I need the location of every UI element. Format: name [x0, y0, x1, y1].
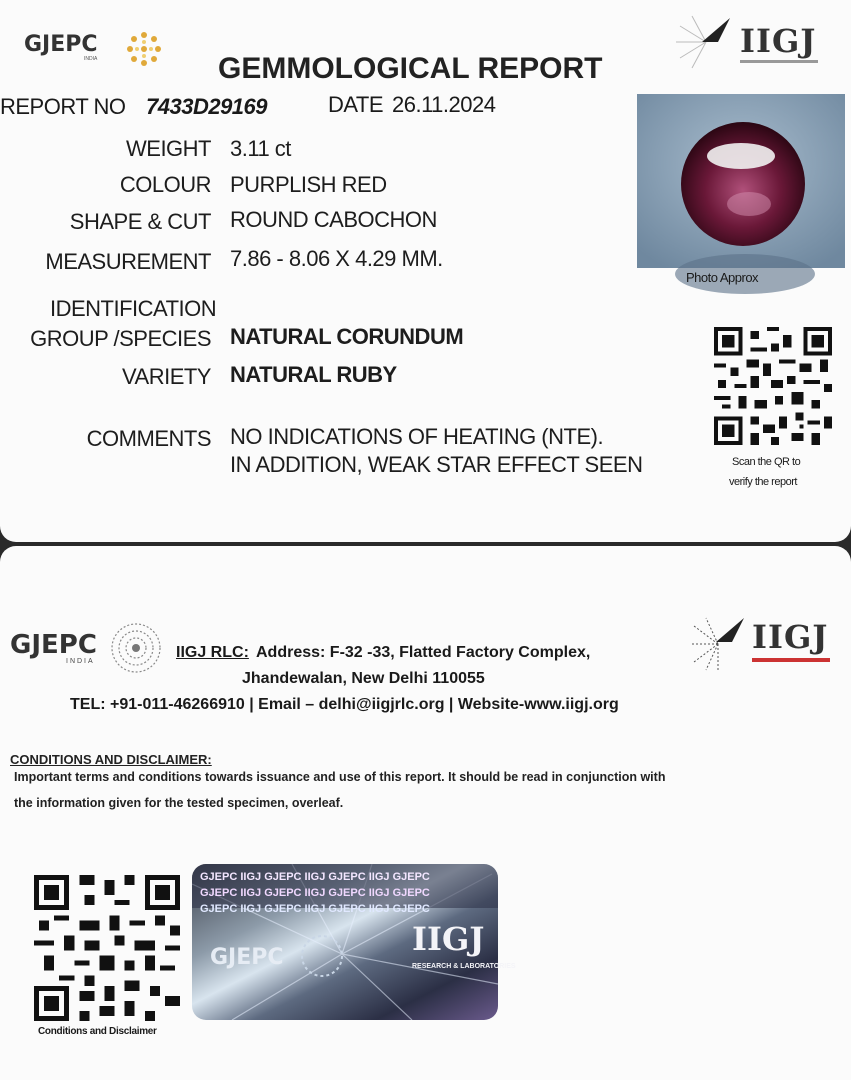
address-label: IIGJ RLC:	[176, 644, 249, 661]
qr-caption-line-2: verify the report	[729, 476, 797, 488]
identification-label: IDENTIFICATION	[50, 296, 217, 321]
conditions-line-1: Important terms and conditions towards issuance and use of this report. It should be read in conjunction with	[14, 770, 666, 784]
colour-value: PURPLISH RED	[230, 172, 387, 197]
hologram-iigj-text: IIGJ	[412, 920, 485, 958]
iigj-logo-back-underline	[752, 658, 830, 662]
measurement-value: 7.86 - 8.06 X 4.29 MM.	[230, 246, 443, 271]
variety-value: NATURAL RUBY	[230, 362, 397, 387]
verify-qr-code[interactable]	[714, 326, 832, 446]
shape-cut-label: SHAPE & CUT	[69, 209, 211, 234]
photo-caption: Photo Approx	[686, 270, 759, 285]
gjepc-logo-back-text: GJEPC	[10, 630, 97, 660]
weight-value: 3.11 ct	[230, 136, 291, 161]
shape-cut-value: ROUND CABOCHON	[230, 207, 437, 232]
address-line-2: Jhandewalan, New Delhi 110055	[242, 670, 485, 687]
report-title: GEMMOLOGICAL REPORT	[218, 52, 603, 85]
gjepc-logo-back-subtext: INDIA	[66, 658, 95, 665]
iigj-logo-text: IIGJ	[740, 22, 817, 60]
hologram-gjepc-text: GJEPC	[210, 945, 284, 970]
gjepc-logo-text: GJEPC	[24, 32, 98, 57]
report-card-back	[0, 546, 851, 1080]
contact-line: TEL: +91-011-46266910 | Email – delhi@iigjrlc.org | Website-www.iigj.org	[70, 696, 619, 713]
measurement-label: MEASUREMENT	[45, 249, 211, 274]
comments-label: COMMENTS	[86, 426, 211, 451]
conditions-qr-caption: Conditions and Disclaimer	[38, 1026, 157, 1037]
hologram-repeat-text-3: GJEPC IIGJ GJEPC IIGJ GJEPC IIGJ GJEPC	[200, 903, 430, 915]
iigj-logo-underline	[740, 60, 818, 63]
gem-photo	[637, 94, 845, 268]
gjepc-logo	[24, 32, 98, 62]
report-no-value: 7433D29169	[146, 94, 268, 119]
comments-line-2: IN ADDITION, WEAK STAR EFFECT SEEN	[230, 452, 643, 477]
conditions-line-2: the information given for the tested specimen, overleaf.	[14, 796, 344, 810]
hologram-repeat-text-2: GJEPC IIGJ GJEPC IIGJ GJEPC IIGJ GJEPC	[200, 887, 430, 899]
hologram-sub-text: RESEARCH & LABORATORIES	[412, 963, 516, 970]
group-species-label: GROUP /SPECIES	[30, 326, 211, 351]
date-value: 26.11.2024	[392, 92, 496, 117]
gjepc-emblem-icon	[120, 26, 168, 72]
gjepc-emblem-back-icon	[108, 620, 164, 676]
security-hologram	[192, 864, 516, 1020]
colour-label: COLOUR	[119, 172, 211, 197]
weight-label: WEIGHT	[126, 136, 211, 161]
variety-label: VARIETY	[121, 364, 211, 389]
iigj-emblem-back-icon	[688, 614, 748, 672]
hologram-repeat-text-1: GJEPC IIGJ GJEPC IIGJ GJEPC IIGJ GJEPC	[200, 871, 430, 883]
date-label: DATE	[328, 92, 384, 117]
group-species-value: NATURAL CORUNDUM	[230, 324, 464, 349]
qr-caption-line-1: Scan the QR to	[732, 456, 801, 468]
report-no-label: REPORT NO	[0, 94, 126, 119]
conditions-title: CONDITIONS AND DISCLAIMER:	[10, 752, 212, 767]
address-line-1: Address: F-32 -33, Flatted Factory Complex,	[256, 644, 591, 661]
conditions-qr-code[interactable]	[34, 874, 180, 1022]
comments-line-1: NO INDICATIONS OF HEATING (NTE).	[230, 424, 604, 449]
iigj-emblem-icon	[672, 12, 740, 70]
gjepc-logo-subtext: INDIA	[84, 56, 98, 62]
iigj-logo-back-text: IIGJ	[752, 618, 829, 656]
